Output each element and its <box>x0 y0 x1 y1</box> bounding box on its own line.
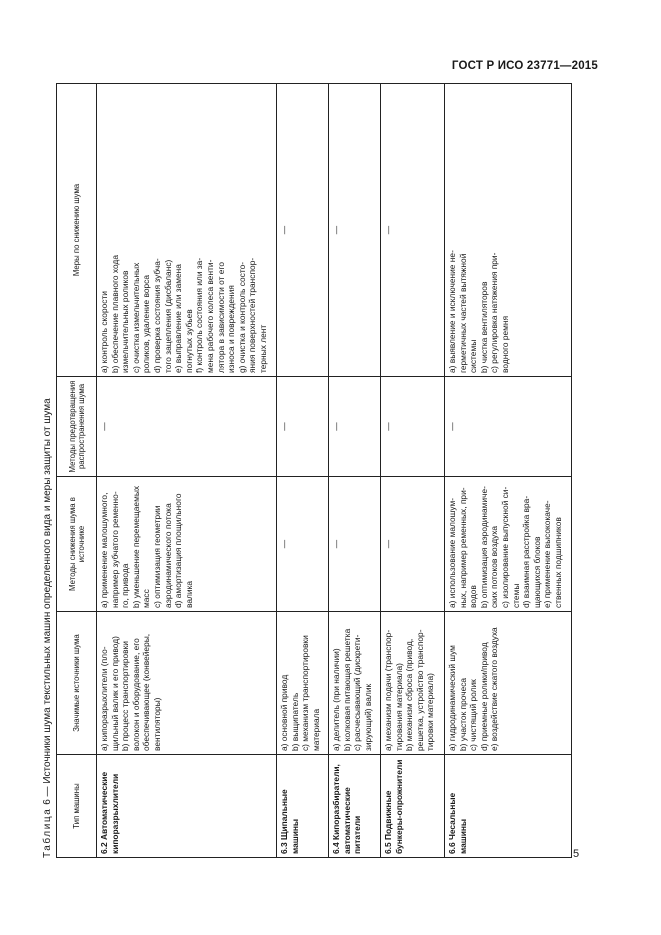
cell-line: b) колковая питающая решетка <box>341 628 352 751</box>
cell-line: d) амортизация площильного <box>173 493 184 608</box>
cell-line: волокон и оборудование, его <box>130 638 141 751</box>
source-methods-cell <box>445 477 572 612</box>
cell-line: терных лент <box>257 324 268 373</box>
source-methods-cell: — <box>329 477 381 612</box>
cell-line: герметичных частей вытяжной <box>457 253 468 373</box>
table-row <box>445 84 572 858</box>
noise-sources-cell <box>381 612 445 755</box>
cell-line: c) изолирование выпускной си- <box>499 486 510 608</box>
cell-line: ских потоков воздуха <box>489 525 500 608</box>
noise-sources-cell <box>277 612 329 755</box>
measures-cell: — <box>381 84 445 377</box>
column-header: Меры по снижению шума <box>57 84 97 377</box>
table-row <box>381 84 445 858</box>
cell-line: а) гидродинамический шум <box>447 645 457 751</box>
machine-type-cell: 6.2 Автоматические кипоразрыхлители <box>97 755 277 858</box>
measures-cell <box>97 84 277 377</box>
cell-line: а) использование малошум- <box>447 497 457 608</box>
cell-line: d) приемные ролики/привод <box>478 642 489 751</box>
cell-line: а) контроль скорости <box>99 291 109 373</box>
machine-type-cell: 6.5 Подвижные бункеры-опрожнители <box>381 755 445 858</box>
cell-line: а) механизм подачи (транспор- <box>383 629 393 751</box>
cell-line: щильный валик и его привод) <box>109 636 120 751</box>
cell-line: c) регулировка натяжения при- <box>489 252 500 373</box>
cell-line: материала <box>310 708 321 751</box>
source-methods-cell <box>97 477 277 612</box>
cell-line: а) основной привод <box>279 674 289 751</box>
cell-line: зирующий) валик <box>362 683 373 751</box>
column-header: Методы предотвращения распространения шума <box>57 377 97 477</box>
cell-line: b) обеспечение плавного хода <box>109 255 120 373</box>
cell-line: водов <box>468 585 479 608</box>
measures-cell: — <box>277 84 329 377</box>
cell-line: роликов, удаление ворса <box>141 274 152 373</box>
cell-line: ных, например ременных, при- <box>457 487 468 608</box>
cell-line: аэродинамического потока <box>162 503 173 608</box>
cell-line: b) механизм сброса (привод, <box>404 638 415 751</box>
cell-line: измельчительных роликов <box>120 270 131 373</box>
noise-sources-cell <box>97 612 277 755</box>
document-number: ГОСТ Р ИСО 23771—2015 <box>451 60 598 72</box>
source-methods-cell: — <box>277 477 329 612</box>
cell-line: мена рабочего колеса венти- <box>204 259 215 373</box>
spread-methods-cell: — <box>97 377 277 477</box>
cell-line: c) механизм транспортировки <box>300 635 311 751</box>
table-caption <box>42 84 54 858</box>
table-caption-text: 6 — Источники шума текстильных машин определенного вида и меры защиты от шума <box>42 398 53 808</box>
rotated-page-content <box>42 84 587 858</box>
cell-line: e) выправление или замена <box>173 264 184 373</box>
cell-line: а) кипоразрыхлители (пло- <box>99 646 109 751</box>
column-header: Методы снижения шума в источнике <box>57 477 97 612</box>
measures-cell <box>445 84 572 377</box>
cell-line: c) очистка измельчительных <box>130 262 141 373</box>
cell-line: e) воздействие сжатого воздуха <box>489 627 500 751</box>
cell-line: c) расчесывающий (дискрети- <box>352 634 363 751</box>
cell-line: водного ремня <box>499 315 510 373</box>
cell-line: b) уменьшение перемещаемых <box>130 485 141 608</box>
cell-line: обеспечивающее (конвейеры, <box>141 633 152 751</box>
cell-line: а) делитель (при наличии) <box>331 648 341 751</box>
cell-line: того зацепления (дисбаланс) <box>162 259 173 373</box>
cell-line: ственных подшипников <box>552 517 563 608</box>
cell-line: b) оптимизация аэродинамиче- <box>478 486 489 608</box>
table-row <box>97 84 277 858</box>
cell-line: валика <box>183 580 194 608</box>
cell-line: тирования материала) <box>393 663 404 751</box>
cell-line: b) процесс транспортировки <box>120 641 131 751</box>
spread-methods-cell: — <box>445 377 572 477</box>
cell-line: го, привода <box>120 563 131 608</box>
cell-line: износа и повреждения <box>226 285 237 373</box>
cell-line: d) взаимная расстройка вра- <box>521 495 532 608</box>
page-number: 5 <box>573 848 580 860</box>
cell-line: например зубчатого ременно- <box>109 491 120 608</box>
spread-methods-cell: — <box>329 377 381 477</box>
noise-sources-cell <box>445 612 572 755</box>
cell-line: b) участок прочеса <box>457 677 468 751</box>
column-header: Тип машины <box>57 755 97 858</box>
spread-methods-cell: — <box>277 377 329 477</box>
table-caption-label: Таблица <box>42 807 53 858</box>
machine-type-cell: 6.6 Чесальные машины <box>445 755 572 858</box>
cell-line: стемы <box>510 583 521 608</box>
cell-line: g) очистка и контроль состо- <box>236 261 247 373</box>
cell-line: b) выщипатель <box>289 692 300 751</box>
cell-line: погнутых зубьев <box>183 309 194 373</box>
table-row <box>277 84 329 858</box>
cell-line: вентиляторы) <box>151 697 162 751</box>
cell-line: тировки материала) <box>425 673 436 751</box>
column-header: Значимые источники шума <box>57 612 97 755</box>
machine-type-cell: 6.3 Щипальные машины <box>277 755 329 858</box>
cell-line: яния поверхностей транспор- <box>247 257 258 373</box>
cell-line: щающихся блоков <box>531 536 542 608</box>
cell-line: системы <box>468 339 479 373</box>
cell-line: f) контроль состояния или за- <box>194 257 205 373</box>
cell-line: c) оптимизация геометрии <box>151 505 162 608</box>
cell-line: c) чистящий ролик <box>468 679 479 751</box>
machine-type-cell: 6.4 Кипоразбиратели, автоматические питатели <box>329 755 381 858</box>
cell-line: e) применение высококаче- <box>542 500 553 608</box>
measures-cell: — <box>329 84 381 377</box>
cell-line: d) проверка состояния зубча- <box>151 258 162 373</box>
noise-sources-table <box>56 83 572 858</box>
cell-line: масс <box>141 589 152 608</box>
noise-sources-cell <box>329 612 381 755</box>
table-row <box>329 84 381 858</box>
source-methods-cell: — <box>381 477 445 612</box>
cell-line: лятора в зависимости от его <box>215 262 226 373</box>
cell-line: решетка, устройство транспор- <box>414 629 425 751</box>
cell-line: а) выявление и исключение не- <box>447 250 457 373</box>
cell-line: а) применение малошумного, <box>99 492 109 608</box>
table-header-row <box>57 84 97 858</box>
cell-line: b) чистка вентиляторов <box>478 281 489 373</box>
spread-methods-cell: — <box>381 377 445 477</box>
